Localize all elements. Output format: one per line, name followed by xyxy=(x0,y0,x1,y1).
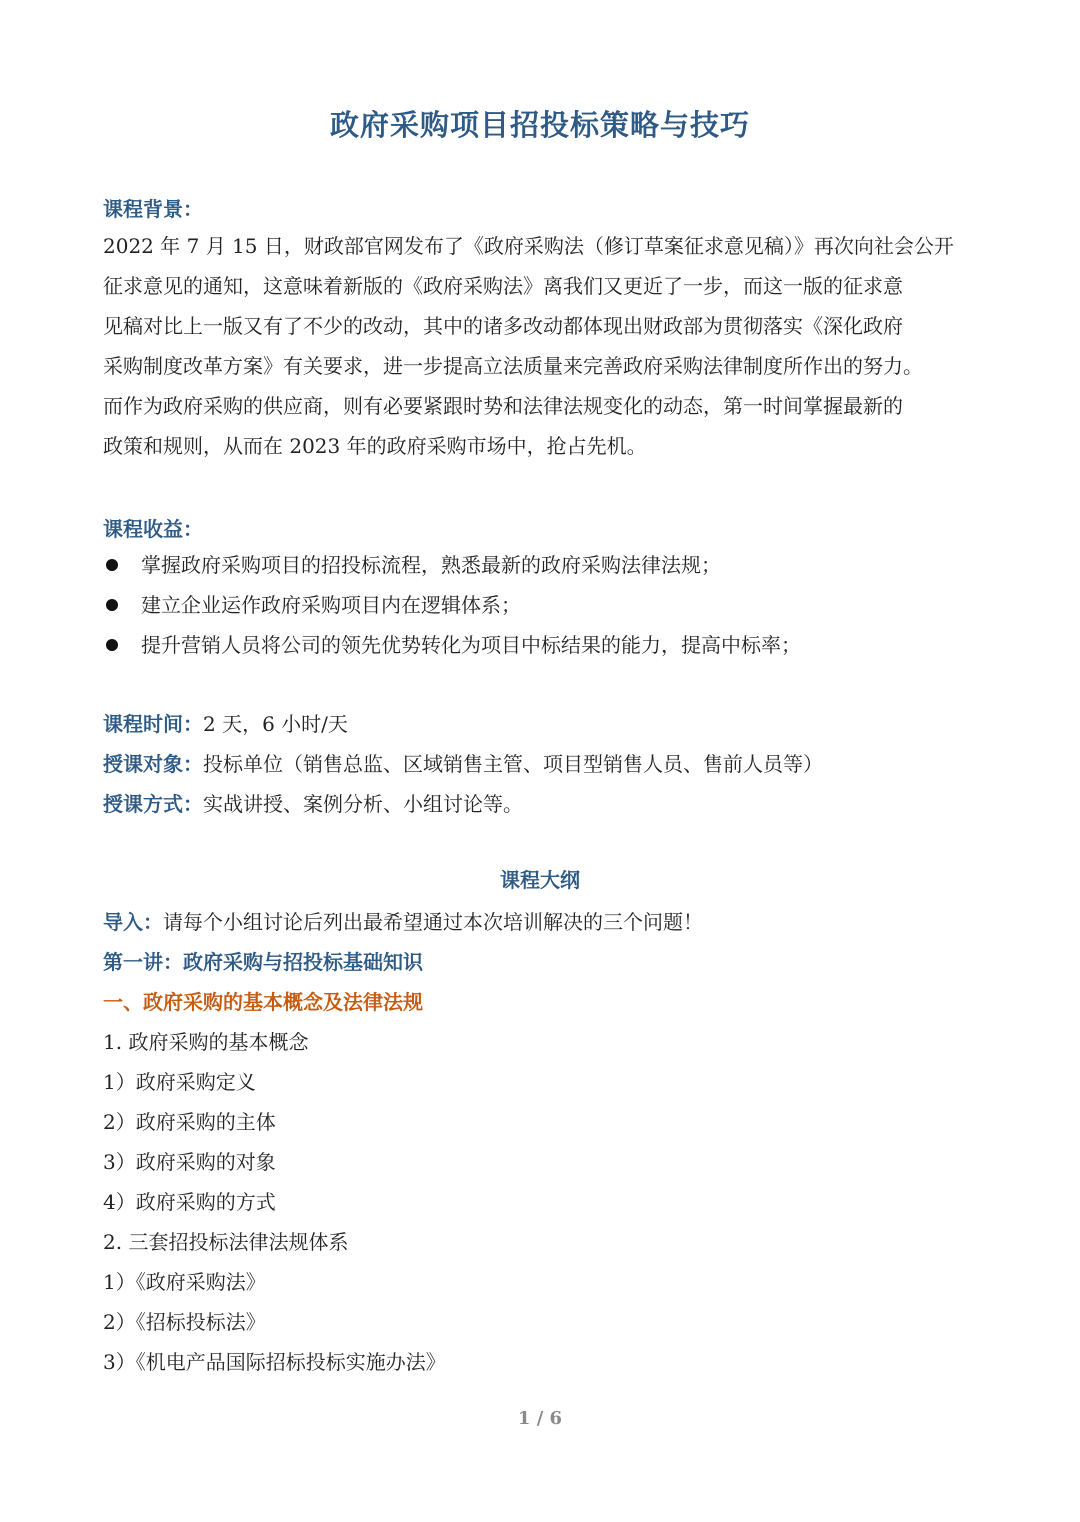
background-line: 政策和规则，从而在 2023 年的政府采购市场中，抢占先机。 xyxy=(103,434,647,458)
outline-item: 1）政府采购定义 xyxy=(103,1070,256,1094)
benefit-text: 掌握政府采购项目的招投标流程，熟悉最新的政府采购法律法规； xyxy=(141,553,721,577)
audience-value: 投标单位（销售总监、区域销售主管、项目型销售人员、售前人员等） xyxy=(203,752,823,776)
outline-item: 4）政府采购的方式 xyxy=(103,1190,276,1214)
outline-item: 2. 三套招投标法律法规体系 xyxy=(103,1230,349,1254)
outline-item: 2）政府采购的主体 xyxy=(103,1110,276,1134)
bullet-icon xyxy=(106,599,118,611)
bullet-icon xyxy=(106,639,118,651)
benefit-item xyxy=(103,585,977,625)
method-value: 实战讲授、案例分析、小组讨论等。 xyxy=(203,792,523,816)
background-line: 2022 年 7 月 15 日，财政部官网发布了《政府采购法（修订草案征求意见稿）》再次向社会公开 xyxy=(103,234,954,258)
outline-item: 3）《机电产品国际招标投标实施办法》 xyxy=(103,1350,446,1374)
document-title: 政府采购项目招投标策略与技巧 xyxy=(329,108,750,142)
method-row xyxy=(103,784,523,824)
intro-label: 导入： xyxy=(103,910,163,934)
lecture-heading: 第一讲：政府采购与招投标基础知识 xyxy=(103,950,423,974)
outline-item: 2）《招标投标法》 xyxy=(103,1310,266,1334)
course-time-label: 课程时间： xyxy=(103,712,203,736)
benefit-text: 建立企业运作政府采购项目内在逻辑体系； xyxy=(141,593,521,617)
audience-row xyxy=(103,744,823,784)
background-line: 征求意见的通知，这意味着新版的《政府采购法》离我们又更近了一步，而这一版的征求意 xyxy=(103,274,903,298)
outline-item: 3）政府采购的对象 xyxy=(103,1150,276,1174)
benefit-item xyxy=(103,625,977,665)
benefits-heading: 课程收益： xyxy=(103,517,203,541)
benefit-item xyxy=(103,545,977,585)
page-number: 1 / 6 xyxy=(517,1408,563,1429)
course-time-row xyxy=(103,704,348,744)
method-label: 授课方式： xyxy=(103,792,203,816)
outline-title: 课程大纲 xyxy=(500,868,580,892)
outline-item: 1）《政府采购法》 xyxy=(103,1270,266,1294)
outline-list xyxy=(103,1022,446,1382)
outline-item: 1. 政府采购的基本概念 xyxy=(103,1030,309,1054)
section-heading: 一、政府采购的基本概念及法律法规 xyxy=(103,990,423,1014)
background-line: 见稿对比上一版又有了不少的改动，其中的诸多改动都体现出财政部为贯彻落实《深化政府 xyxy=(103,314,903,338)
bullet-icon xyxy=(106,559,118,571)
intro-value: 请每个小组讨论后列出最希望通过本次培训解决的三个问题！ xyxy=(163,910,703,934)
background-line: 而作为政府采购的供应商，则有必要紧跟时势和法律法规变化的动态，第一时间掌握最新的 xyxy=(103,394,903,418)
background-paragraph xyxy=(103,226,977,466)
audience-label: 授课对象： xyxy=(103,752,203,776)
background-heading: 课程背景： xyxy=(103,197,203,221)
course-time-value: 2 天，6 小时/天 xyxy=(203,712,348,736)
benefit-text: 提升营销人员将公司的领先优势转化为项目中标结果的能力，提高中标率； xyxy=(141,633,801,657)
benefits-list xyxy=(103,545,977,665)
intro-row xyxy=(103,902,703,942)
background-line: 采购制度改革方案》有关要求，进一步提高立法质量来完善政府采购法律制度所作出的努力。 xyxy=(103,354,923,378)
